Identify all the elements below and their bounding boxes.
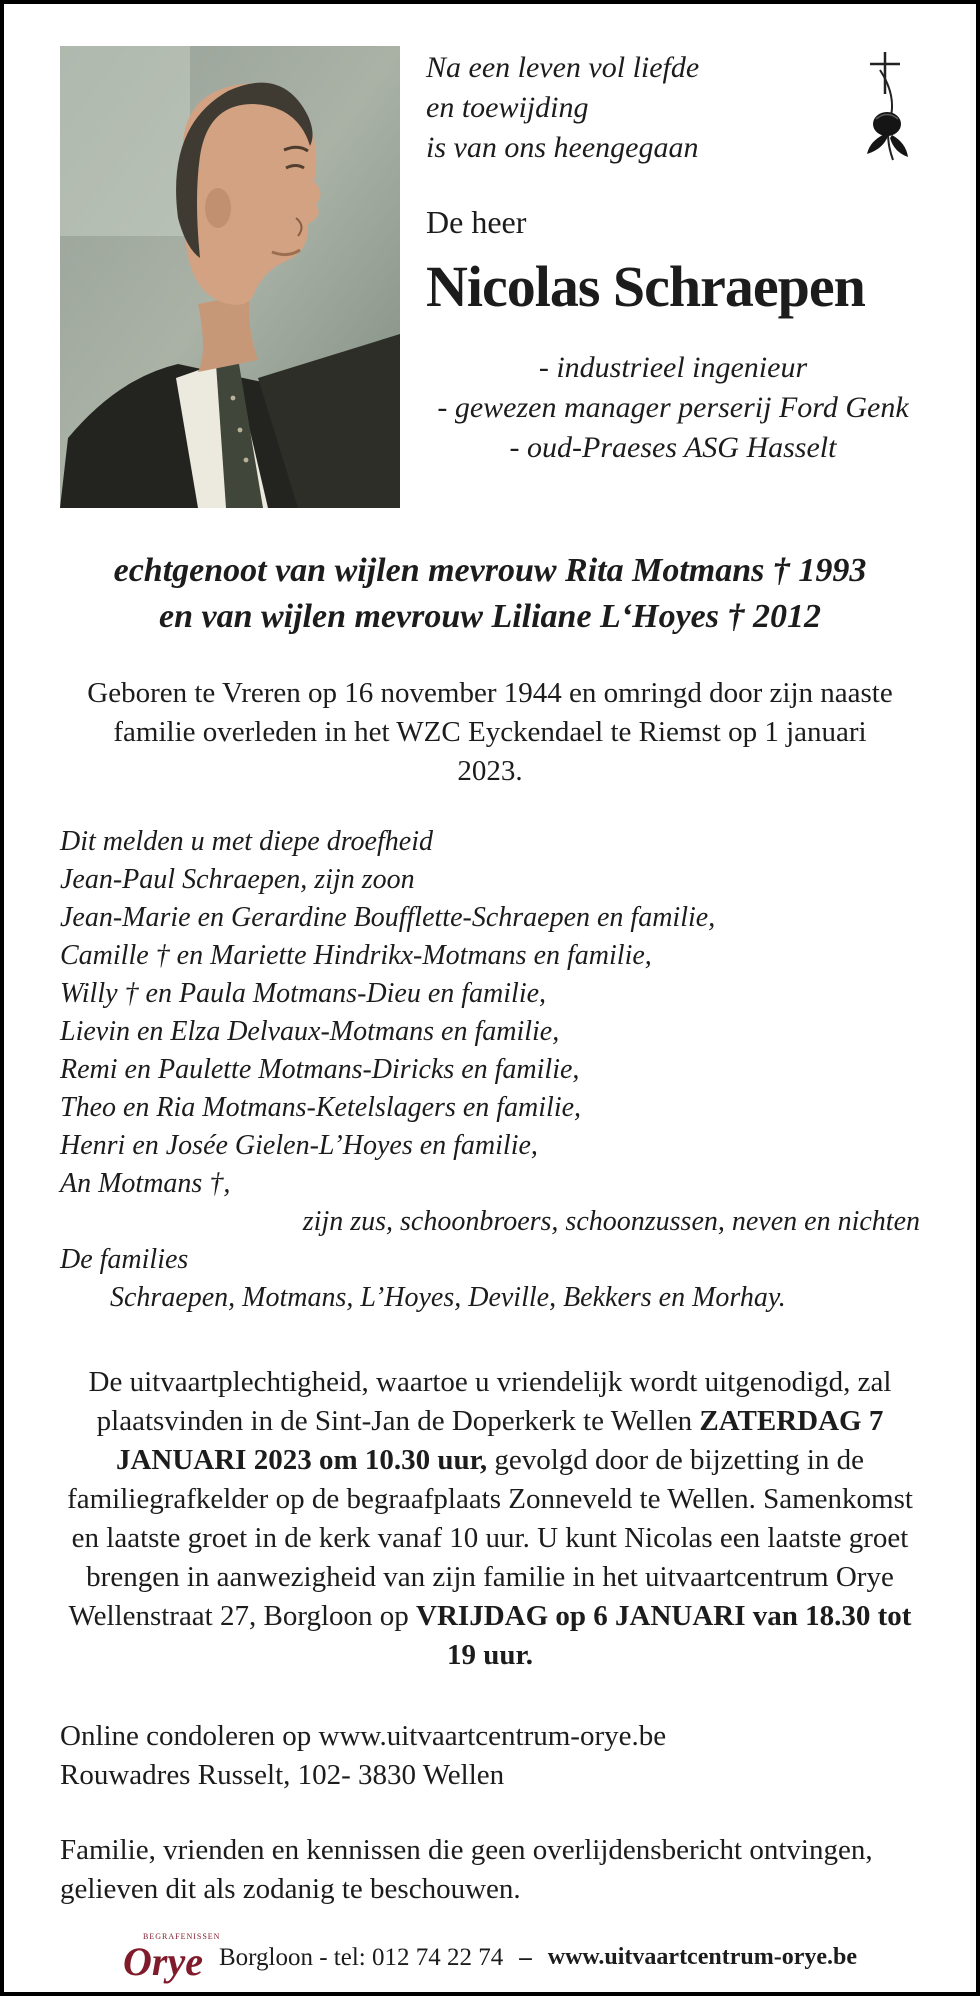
family-line: Camille † en Mariette Hindrikx-Motmans en familie, bbox=[60, 940, 652, 971]
intro-line: en toewijding bbox=[426, 91, 589, 124]
portrait-photo bbox=[60, 46, 400, 508]
footer-contact: Borgloon - tel: 012 74 22 74 bbox=[218, 1943, 504, 1971]
family-list bbox=[60, 823, 920, 1317]
orye-logo bbox=[123, 1932, 221, 1984]
portrait-illustration bbox=[60, 46, 400, 508]
cross-rose-icon bbox=[852, 48, 918, 172]
family-line: Lievin en Elza Delvaux-Motmans en familie, bbox=[60, 1016, 560, 1047]
salutation: De heer bbox=[426, 204, 527, 240]
footer bbox=[60, 1933, 920, 1982]
mourning-address-line: Rouwadres Russelt, 102- 3830 Wellen bbox=[60, 1759, 505, 1791]
family-line: Theo en Ria Motmans-Ketelslagers en familie, bbox=[60, 1092, 582, 1123]
family-line: An Motmans †, bbox=[60, 1168, 231, 1199]
online-condolence-line: Online condoleren op www.uitvaartcentrum-orye.be bbox=[60, 1720, 667, 1752]
family-line: Dit melden u met diepe droefheid bbox=[60, 826, 433, 857]
funeral-text: gevolgd door de bijzetting in de familiegrafkelder op de begraafplaats Zonneveld te Wellen. Samenkomst en laatste groet in de kerk vanaf 10 uur. U kunt Nicolas een laatste groet brengen in aanwezigheid van zijn familie in het uitvaartcentrum Orye Wellenstraat 27, Borgloon op bbox=[67, 1444, 913, 1632]
title-line: - oud-Praeses ASG Hasselt bbox=[509, 431, 837, 464]
footer-separator: – bbox=[519, 1943, 532, 1971]
footer-website: www.uitvaartcentrum-orye.be bbox=[547, 1944, 857, 1970]
logo-main-text: Orye bbox=[123, 1939, 203, 1984]
header-section bbox=[60, 46, 920, 508]
funeral-date-friday: VRIJDAG op 6 JANUARI van 18.30 tot 19 uur. bbox=[416, 1600, 912, 1671]
family-line: Henri en Josée Gielen-L’Hoyes en familie, bbox=[60, 1130, 538, 1161]
title-line: - industrieel ingenieur bbox=[538, 351, 808, 384]
title-lines bbox=[426, 348, 920, 468]
intro-line: is van ons heengegaan bbox=[426, 131, 699, 164]
families-label: De families bbox=[60, 1244, 189, 1275]
condolence-block bbox=[60, 1717, 920, 1795]
logo-small-text: BEGRAFENISSEN bbox=[143, 1932, 221, 1941]
title-line: - gewezen manager perserij Ford Genk bbox=[437, 391, 909, 424]
relation-line: zijn zus, schoonbroers, schoonzussen, neven en nichten bbox=[302, 1206, 920, 1237]
header-text-column bbox=[400, 46, 920, 508]
intro-line: Na een leven vol liefde bbox=[426, 51, 700, 84]
family-line: Jean-Marie en Gerardine Boufflette-Schraepen en familie, bbox=[60, 902, 716, 933]
funeral-text: De uitvaartplechtigheid, waartoe u vriendelijk wordt uitgenodigd, zal plaatsvinden in de Sint-Jan de Doperkerk te Wellen bbox=[88, 1366, 892, 1437]
funeral-paragraph bbox=[60, 1363, 920, 1675]
intro-lines bbox=[426, 48, 920, 168]
spouse-line: en van wijlen mevrouw Liliane L‘Hoyes † 2012 bbox=[158, 598, 822, 635]
family-line: Remi en Paulette Motmans-Diricks en familie, bbox=[60, 1054, 580, 1085]
birth-death-paragraph: Geboren te Vreren op 16 november 1944 en omringd door zijn naaste familie overleden in het WZC Eyckendael te Riemst op 1 januari 2023. bbox=[87, 677, 893, 787]
spouse-line: echtgenoot van wijlen mevrouw Rita Motmans † 1993 bbox=[113, 552, 867, 589]
family-line: Willy † en Paula Motmans-Dieu en familie, bbox=[60, 978, 547, 1009]
spouse-lines bbox=[60, 548, 920, 640]
deceased-name: Nicolas Schraepen bbox=[426, 254, 865, 319]
family-line: Jean-Paul Schraepen, zijn zoon bbox=[60, 864, 415, 895]
notice-paragraph: Familie, vrienden en kennissen die geen overlijdensbericht ontvingen, gelieven dit als zodanig te beschouwen. bbox=[60, 1834, 873, 1905]
funeral-date-saturday: ZATERDAG 7 JANUARI 2023 om 10.30 uur, bbox=[115, 1405, 884, 1476]
families-names: Schraepen, Motmans, L’Hoyes, Deville, Bekkers en Morhay. bbox=[110, 1282, 786, 1313]
